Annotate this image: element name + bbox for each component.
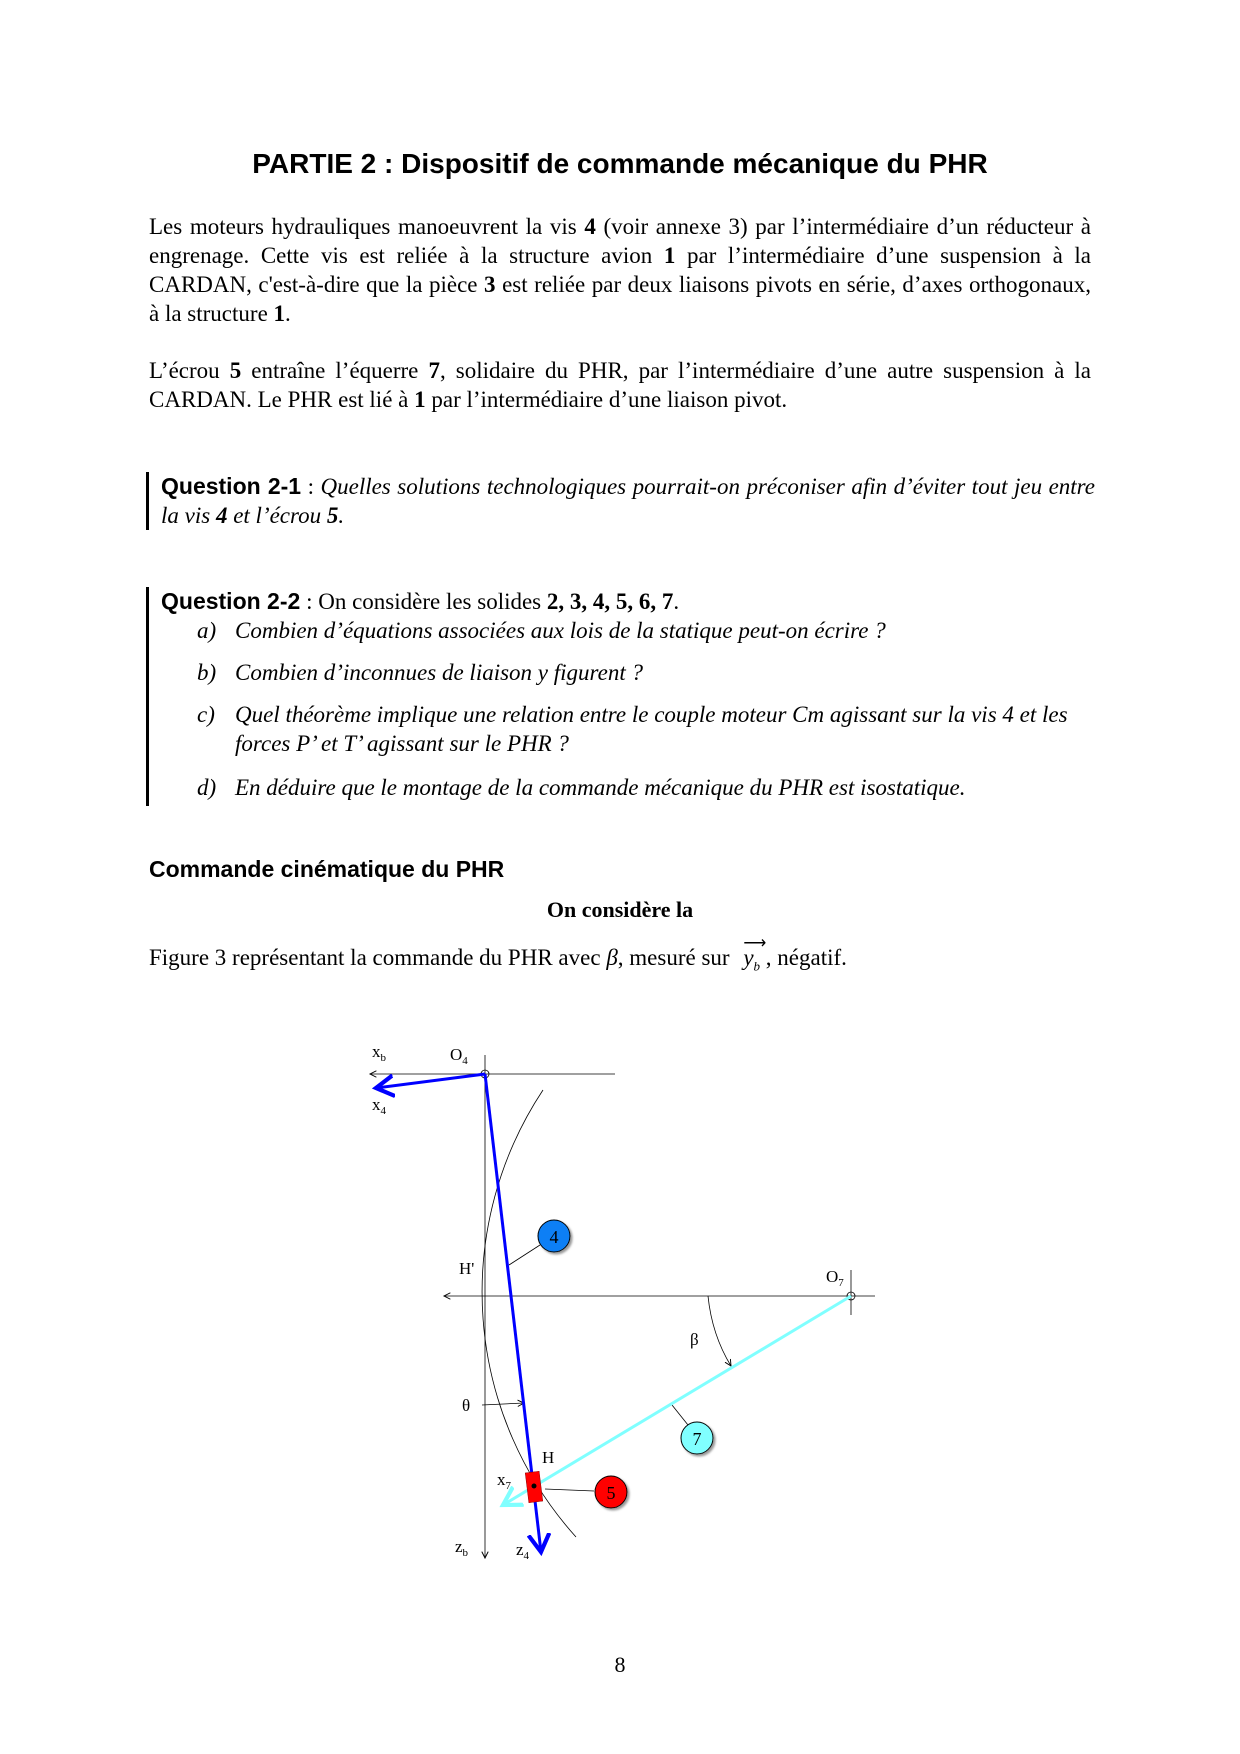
svg-text:H: H — [542, 1448, 555, 1467]
question-item-b: b) Combien d’inconnues de liaison y figurent ? — [197, 660, 643, 685]
svg-text:5: 5 — [606, 1483, 616, 1503]
beta-arc — [708, 1296, 731, 1366]
question-item-a: a) Combien d’équations associées aux lois de la statique peut-on écrire ? — [197, 618, 886, 643]
consider-line: On considère la — [546, 897, 694, 922]
svg-text:O4: $O_4$ — [450, 1045, 468, 1067]
page-title: PARTIE 2 : Dispositif de commande mécanique du PHR — [252, 148, 988, 179]
svg-text:H': H' — [459, 1259, 475, 1278]
svg-text:4: 4 — [549, 1227, 559, 1247]
svg-text:xb: $x_b$ — [372, 1042, 386, 1064]
svg-text:zb: $z_b$ — [455, 1537, 469, 1559]
page-number: 8 — [614, 1652, 626, 1677]
figure-caption-line: Figure 3 représentant la commande du PHR avec β, mesuré sur ⟶ $y_b$ , négatif. — [149, 935, 847, 974]
theta-arrow — [482, 1403, 524, 1405]
svg-text:θ: θ — [462, 1396, 471, 1415]
paragraph-2: L’écrou 5 entraîne l’équerre 7, solidaire du PHR, par l’intermédiaire d’une autre suspension à la CARDAN. Le PHR est lié à 1 par l’intermédiaire d’une liaison pivot. — [149, 358, 1091, 412]
svg-text:O7: $O_7$ — [826, 1267, 844, 1289]
svg-text:x4: $x_4$ — [372, 1095, 386, 1117]
paragraph-1: Les moteurs hydrauliques manoeuvrent la vis 4 (voir annexe 3) par l’intermédiaire d’un réducteur à engrenage. Cette vis est reliée à la structure avion 1 par l’intermédiaire d’une suspension à la CARDAN, c'est-à-dire que la pièce 3 est reliée par deux liaisons pivots en série, d’axes orthogonaux, à la structure 1. — [149, 214, 1092, 326]
section-heading: Commande cinématique du PHR — [149, 856, 505, 882]
question-2-1: Question 2-1 : Quelles solutions technologiques pourrait-on préconiser afin d’éviter tout jeu entre la vis 4 et l’écrou 5. — [146, 472, 1095, 530]
x4-vector — [376, 1074, 485, 1088]
equerre-7-x7-vector — [503, 1296, 851, 1505]
svg-text:β: β — [690, 1330, 699, 1349]
svg-text:z4: $z_4$ — [516, 1540, 530, 1562]
question-item-d: d) En déduire que le montage de la commande mécanique du PHR est isostatique. — [197, 775, 966, 800]
svg-text:7: 7 — [692, 1429, 702, 1449]
question-2-2: Question 2-2 : On considère les solides 2, 3, 4, 5, 6, 7. a) Combien d’équations associées aux lois de la statique peut-on écrire ? b) Combien d’inconnues de liaison y figurent ? c) Quel théorème implique une relation entre le couple moteur Cm agissant sur la vis 4 et les forces P’ et T’ agissant sur le PHR ? d) En déduire que le montage de la commande mécanique du PHR est isostatique. — [146, 587, 1095, 806]
question-item-c: c) Quel théorème implique une relation entre le couple moteur Cm agissant sur la vis 4 et les forces P’ et T’ agissant sur le PHR ? — [197, 702, 1068, 756]
svg-text:x7: $x_7$ — [497, 1470, 511, 1492]
